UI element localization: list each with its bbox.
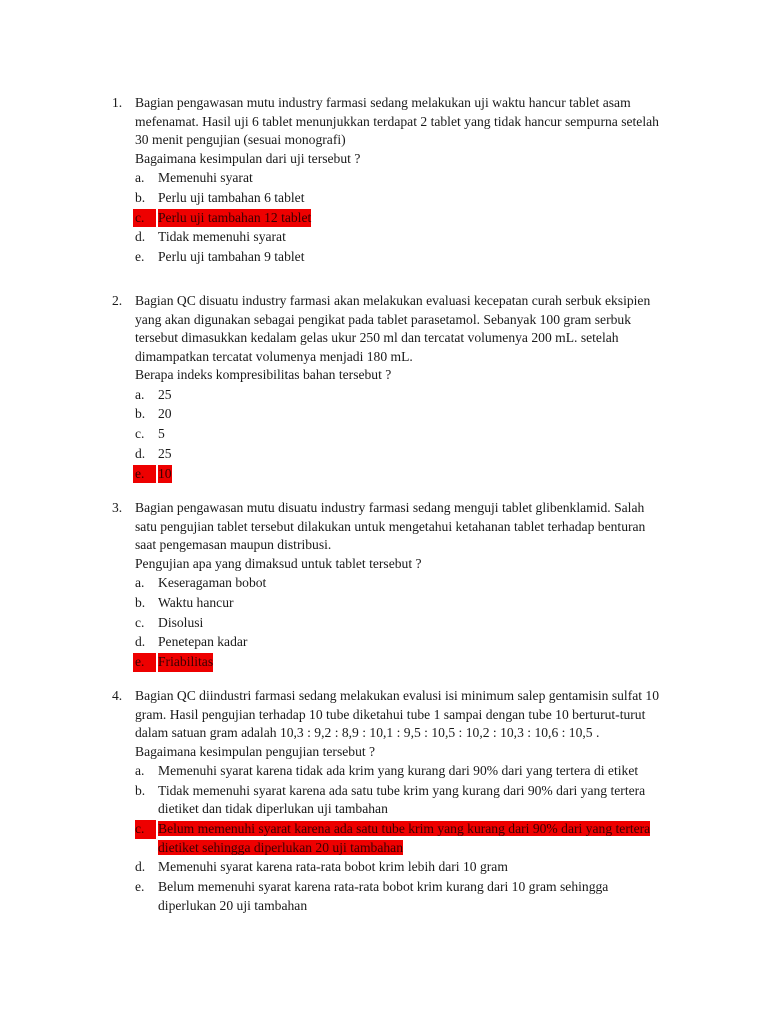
option-text: Perlu uji tambahan 6 tablet <box>158 189 305 205</box>
option-letter: a. <box>135 170 145 185</box>
option-text-line: diperlukan 20 uji tambahan <box>158 897 308 913</box>
answer-option-c-highlighted <box>135 209 675 228</box>
option-text <box>158 820 675 857</box>
option-text <box>158 762 675 781</box>
option-text: 5 <box>158 426 165 442</box>
question-text-line: Bagian QC disuatu industry farmasi akan melakukan evaluasi kecepatan curah serbuk eksipien <box>135 293 651 308</box>
option-text-line: dietiket sehingga diperlukan 20 uji tambahan <box>158 839 403 855</box>
option-letter: a. <box>135 575 145 590</box>
question-prompt: Pengujian apa yang dimaksud untuk tablet tersebut ? <box>135 555 422 571</box>
answer-option-b <box>135 594 675 613</box>
question-text-line: mefenamat. Hasil uji 6 tablet menunjukkan terdapat 2 tablet yang tidak hancur sempurna setelah <box>135 113 659 129</box>
question-text-line: 30 menit pengujian (sesuai monografi) <box>135 132 346 147</box>
question-text-line: satu pengujian tablet tersebut dilakukan untuk mengetahui ketahanan tablet terhadap benturan <box>135 518 646 534</box>
answer-option-d <box>135 858 675 877</box>
option-letter: c. <box>133 209 156 228</box>
question-body <box>135 499 675 673</box>
question-text-line: dalam satuan gram adalah 10,3 : 9,2 : 8,9 : 10,1 : 9,5 : 10,5 : 10,2 : 10,3 : 10,6 : 10,5 . <box>135 725 600 740</box>
option-letter: c. <box>135 820 156 839</box>
option-text-line: Belum memenuhi syarat karena rata-rata bobot krim kurang dari 10 gram sehingga <box>158 879 609 895</box>
option-text <box>158 782 675 819</box>
answer-option-b <box>135 405 675 424</box>
answer-option-d <box>135 445 675 464</box>
option-text: Disolusi <box>158 614 204 630</box>
answer-option-c <box>135 425 675 444</box>
option-text: Perlu uji tambahan 9 tablet <box>158 249 305 265</box>
question-number: 4. <box>112 688 123 703</box>
question-prompt: Bagaimana kesimpulan pengujian tersebut ? <box>135 743 376 759</box>
question-prompt: Bagaimana kesimpulan dari uji tersebut ? <box>135 150 361 166</box>
option-text <box>158 858 675 877</box>
question-text-line: tersebut dimasukkan kedalam gelas ukur 250 ml dan tercatat volumenya 200 mL. setelah <box>135 330 619 345</box>
option-text: Friabilitas <box>158 653 213 672</box>
question-text-line: dimampatkan tercatat volumenya menjadi 180 mL. <box>135 348 413 364</box>
question-text-line: Bagian pengawasan mutu industry farmasi sedang melakukan uji waktu hancur tablet asam <box>135 95 631 110</box>
option-text-line: Memenuhi syarat karena rata-rata bobot krim lebih dari 10 gram <box>158 859 508 875</box>
answer-options <box>135 762 675 915</box>
option-letter: a. <box>135 763 145 778</box>
option-text <box>158 878 675 915</box>
answer-options <box>135 386 675 484</box>
question-number: 1. <box>112 95 123 110</box>
answer-option-e <box>135 248 675 267</box>
question-prompt: Berapa indeks kompresibilitas bahan tersebut ? <box>135 367 392 382</box>
question-number: 2. <box>112 293 123 308</box>
option-text-line: Belum memenuhi syarat karena ada satu tube krim yang kurang dari 90% dari yang tertera <box>158 821 651 837</box>
option-letter: c. <box>135 426 145 442</box>
option-text: Tidak memenuhi syarat <box>158 229 286 245</box>
question-body <box>135 687 675 916</box>
answer-option-a <box>135 574 675 593</box>
option-letter: c. <box>135 614 145 630</box>
option-letter: e. <box>133 653 156 672</box>
option-letter: e. <box>135 249 145 265</box>
option-text: Perlu uji tambahan 12 tablet <box>158 209 311 228</box>
answer-options <box>135 574 675 672</box>
answer-option-c <box>135 614 675 633</box>
answer-options <box>135 169 675 267</box>
answer-option-a <box>135 762 675 781</box>
option-letter: e. <box>133 465 156 484</box>
option-text-line: Tidak memenuhi syarat karena ada satu tube krim yang kurang dari 90% dari yang tertera <box>158 782 646 798</box>
option-text: 10 <box>158 465 172 484</box>
answer-option-e-highlighted <box>135 653 675 672</box>
option-text-line: dietiket dan tidak diperlukan uji tambahan <box>158 801 388 817</box>
answer-option-d <box>135 228 675 247</box>
option-text: 20 <box>158 406 172 422</box>
question-text-line: Bagian pengawasan mutu disuatu industry farmasi sedang menguji tablet glibenklamid. Salah <box>135 500 645 515</box>
option-letter: a. <box>135 386 145 402</box>
answer-option-e <box>135 878 675 915</box>
question-number: 3. <box>112 500 123 515</box>
question-text-line: yang akan digunakan sebagai pengikat pada tablet parasetamol. Sebanyak 100 gram serbuk <box>135 311 631 327</box>
option-letter: b. <box>135 406 146 422</box>
question-body <box>135 292 675 484</box>
option-letter: e. <box>135 879 145 895</box>
answer-option-b <box>135 189 675 208</box>
question-text-line: saat pengemasan maupun distribusi. <box>135 537 332 552</box>
option-text-line: Memenuhi syarat karena tidak ada krim yang kurang dari 90% dari yang tertera di etiket <box>158 763 639 778</box>
answer-option-a <box>135 169 675 188</box>
option-text: Waktu hancur <box>158 594 234 610</box>
question-text-line: Bagian QC diindustri farmasi sedang melakukan evalusi isi minimum salep gentamisin sulfat 10 <box>135 688 660 703</box>
answer-option-c-highlighted <box>135 820 675 857</box>
question-body <box>135 94 675 268</box>
option-letter: b. <box>135 782 146 798</box>
option-text: 25 <box>158 445 172 461</box>
option-letter: d. <box>135 634 146 650</box>
answer-option-b <box>135 782 675 819</box>
option-letter: b. <box>135 594 146 610</box>
option-text: Penetepan kadar <box>158 634 248 650</box>
option-text: Keseragaman bobot <box>158 575 267 590</box>
option-letter: b. <box>135 189 146 205</box>
option-letter: d. <box>135 859 146 875</box>
option-letter: d. <box>135 445 146 461</box>
answer-option-e-highlighted <box>135 465 675 484</box>
question-text-line: gram. Hasil pengujian terhadap 10 tube diketahui tube 1 sampai dengan tube 10 berturut-turut <box>135 706 646 722</box>
option-letter: d. <box>135 229 146 245</box>
option-text: Memenuhi syarat <box>158 170 253 185</box>
option-text: 25 <box>158 386 172 402</box>
answer-option-a <box>135 386 675 405</box>
answer-option-d <box>135 633 675 652</box>
